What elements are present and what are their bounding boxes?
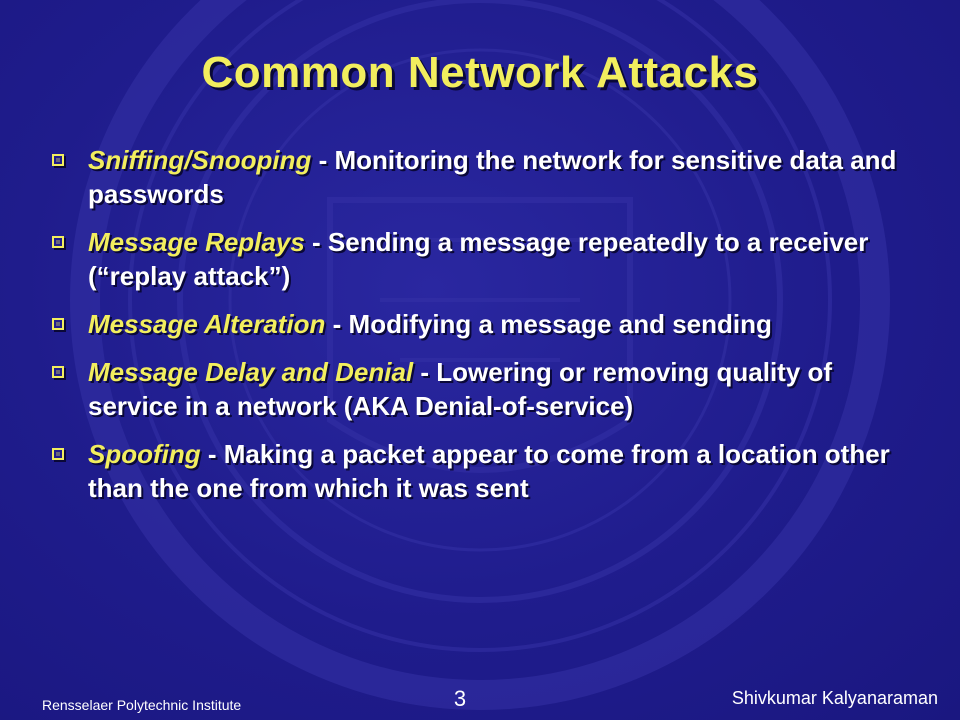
bullet-term: Message Delay and Denial [88,357,414,387]
bullet-text: - Monitoring the network for sensitive data and passwords [88,145,897,209]
bullet-item-delay-denial [50,355,910,423]
bullet-text: - Sending a message repeatedly to a receiver (“replay attack”) [88,227,869,291]
slide-title: Common Network Attacks [201,48,759,97]
bullet-term: Message Replays [88,227,305,257]
bullet-text: - Lowering or removing quality of service in a network (AKA Denial-of-service) [88,357,833,421]
bullet-term: Sniffing/Snooping [88,145,312,175]
bullet-term: Spoofing [88,439,201,469]
hollow-square-bullet-icon [52,154,64,166]
hollow-square-bullet-icon [52,236,64,248]
bullet-text: - Making a packet appear to come from a location other than the one from which it was sent [88,439,890,503]
bullet-term: Message Alteration [88,309,326,339]
hollow-square-bullet-icon [52,318,64,330]
footer-author: Shivkumar Kalyanaraman [731,688,938,708]
bullet-text: - Modifying a message and sending [325,309,772,339]
footer-institution: Rensselaer Polytechnic Institute [42,697,242,713]
bullet-list [50,143,910,519]
bullet-item-spoofing [50,437,910,505]
page-number: 3 [453,686,467,711]
hollow-square-bullet-icon [52,448,64,460]
bullet-item-replays [50,225,910,293]
bullet-item-sniffing [50,143,910,211]
hollow-square-bullet-icon [52,366,64,378]
bullet-item-alteration [50,307,910,341]
